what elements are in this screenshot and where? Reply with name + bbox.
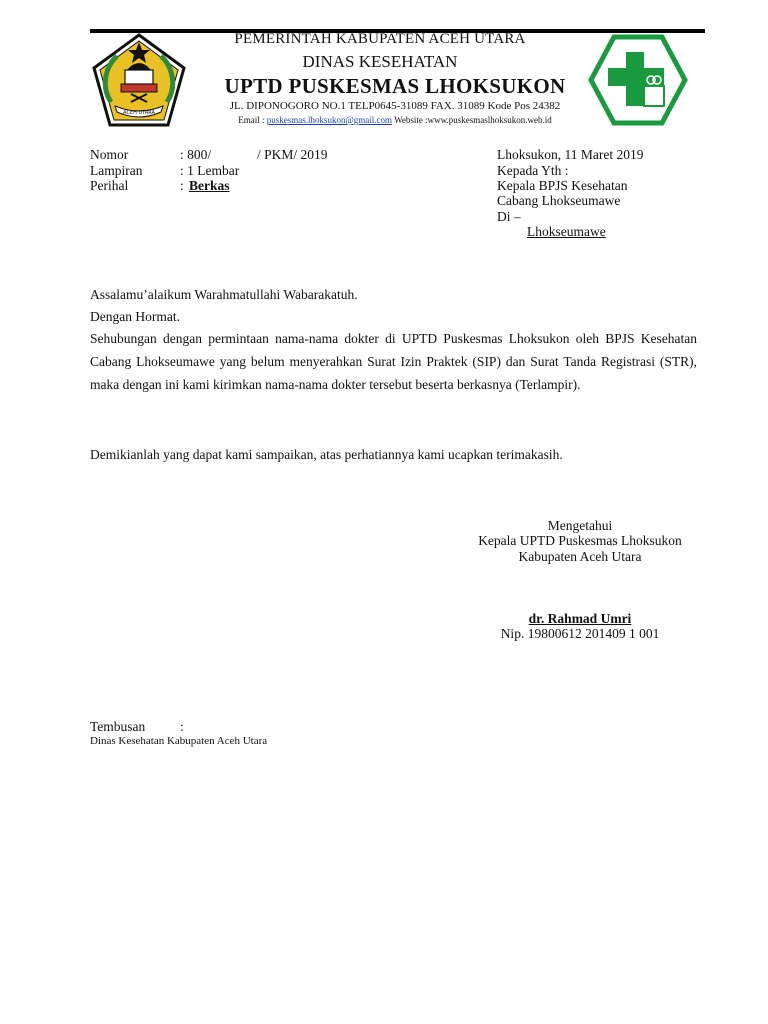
aceh-utara-emblem-logo	[91, 32, 187, 128]
puskesmas-logo	[588, 34, 688, 126]
recipient-name: Kepala BPJS Kesehatan	[497, 178, 628, 193]
recipient-kepada: Kepada Yth :	[497, 163, 569, 178]
recipient-di: Di –	[497, 209, 521, 224]
letterhead-address: JL. DIPONOGORO NO.1 TELP0645-31089 FAX. 31089 Kode Pos 24382	[229, 100, 561, 112]
nomor-value: : 800/	[180, 147, 212, 162]
closing-line: Demikianlah yang dapat kami sampaikan, atas perhatiannya kami ucapkan terimakasih.	[90, 447, 563, 462]
body-paragraph: Sehubungan dengan permintaan nama-nama dokter di UPTD Puskesmas Lhoksukon oleh BPJS Kesehatan Cabang Lhokseumawe yang belum menyerahkan Surat Izin Praktek (SIP) dan Surat Tanda Registrasi (STR), maka dengan ini kami kirimkan nama-nama dokter tersebut beserta berkasnya (Terlampir).	[90, 331, 697, 392]
signature-position: Kepala UPTD Puskesmas Lhoksukon	[478, 533, 682, 548]
perihal-colon: :	[180, 178, 184, 193]
signatory-nip: Nip. 19800612 201409 1 001	[500, 626, 660, 641]
signature-region: Kabupaten Aceh Utara	[518, 549, 642, 564]
lampiran-value: : 1 Lembar	[180, 163, 240, 178]
emblem-ribbon-text: ACEH UTARA	[123, 110, 155, 116]
letterhead-government: PEMERINTAH KABUPATEN ACEH UTARA	[234, 31, 526, 47]
nomor-label: Nomor	[90, 147, 129, 162]
letterhead-institution: UPTD PUSKESMAS LHOKSUKON	[224, 74, 566, 98]
website-value: :www.puskesmaslhoksukon.web.id	[425, 115, 552, 125]
perihal-label: Perihal	[90, 178, 129, 193]
perihal-value: Berkas	[189, 178, 230, 193]
nomor-suffix: / PKM/ 2019	[257, 147, 328, 162]
signature-mengetahui: Mengetahui	[547, 518, 613, 533]
recipient-place: Lhokseumawe	[527, 224, 606, 239]
signatory-name: dr. Rahmad Umri	[528, 611, 632, 626]
greeting: Assalamu’alaikum Warahmatullahi Wabarakatuh.	[90, 287, 358, 302]
salutation: Dengan Hormat.	[90, 309, 180, 324]
email-label: Email :	[238, 115, 265, 125]
letter-date: Lhoksukon, 11 Maret 2019	[497, 147, 644, 162]
tembusan-label: Tembusan	[90, 719, 146, 734]
lampiran-label: Lampiran	[90, 163, 143, 178]
letterhead-contact	[200, 115, 590, 125]
website-label: Website	[394, 115, 423, 125]
tembusan-item: Dinas Kesehatan Kabupaten Aceh Utara	[90, 735, 268, 747]
tembusan-colon: :	[180, 719, 184, 734]
letterhead-department: DINAS KESEHATAN	[302, 52, 458, 71]
recipient-branch: Cabang Lhokseumawe	[497, 193, 621, 208]
email-link[interactable]: puskesmas.lhoksukon@gmail.com	[266, 115, 392, 125]
